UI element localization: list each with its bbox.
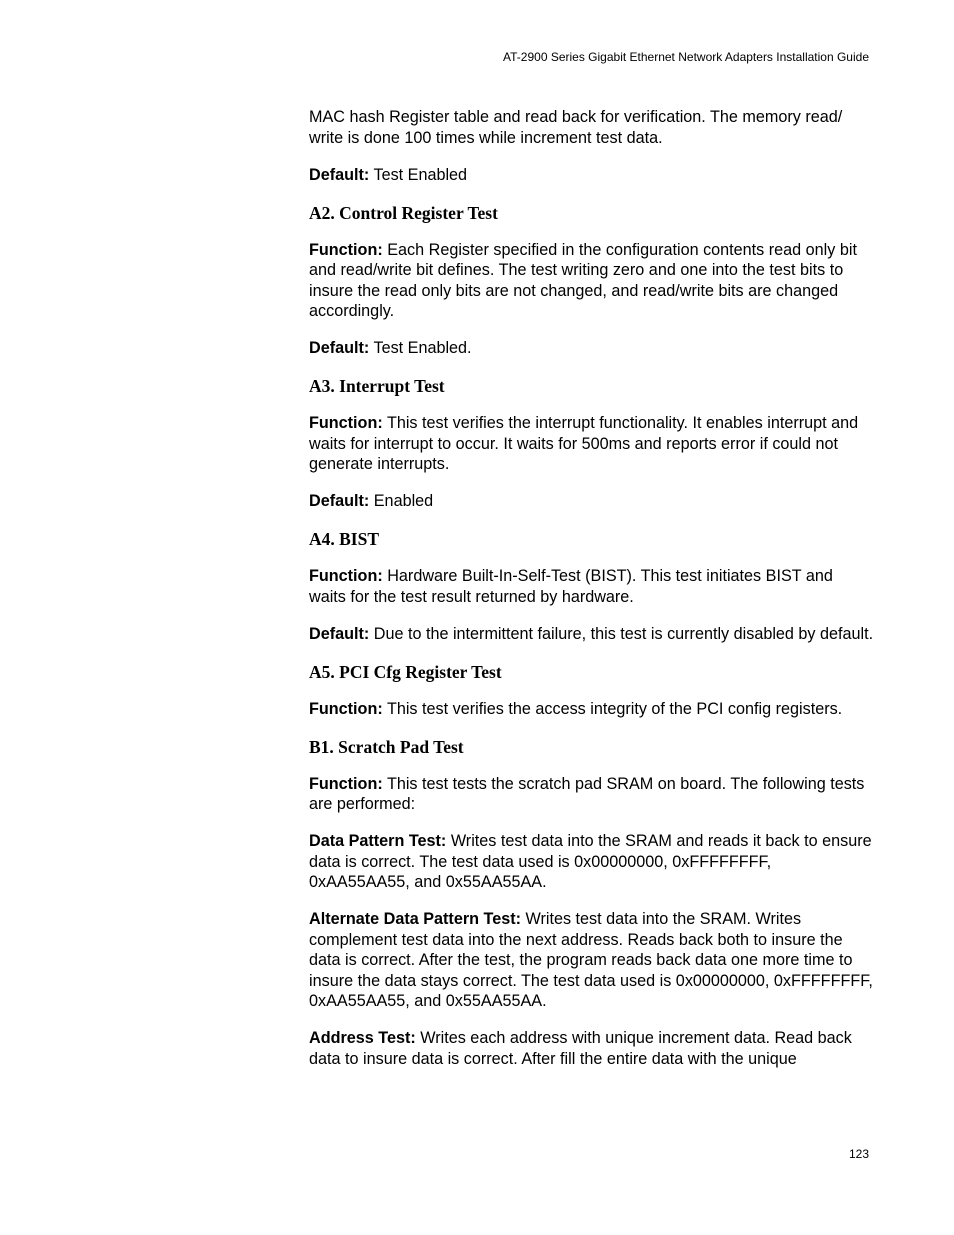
address-test-label: Address Test: bbox=[309, 1029, 416, 1047]
b1-function-paragraph bbox=[309, 774, 874, 815]
function-label: Function: bbox=[309, 774, 383, 793]
a2-default-paragraph bbox=[309, 338, 874, 359]
paragraph-text: Test Enabled bbox=[369, 165, 468, 184]
default-label: Default: bbox=[309, 165, 370, 184]
paragraph-text: Writes test data into the SRAM and reads it back to ensure data is correct. The test data used is 0x00000000, 0xFFFFFFFF, 0xAA55AA55, and 0x55AA55AA. bbox=[309, 832, 872, 891]
intro-paragraph bbox=[309, 107, 874, 148]
a1-default-paragraph bbox=[309, 165, 874, 186]
data-pattern-test-label: Data Pattern Test: bbox=[309, 832, 447, 850]
paragraph-text: Hardware Built-In-Self-Test (BIST). This test initiates BIST and waits for the test result returned by hardware. bbox=[309, 567, 833, 606]
paragraph-text: Each Register specified in the configuration contents read only bit and read/write bit defines. The test writing zero and one into the test bits to insure the read only bits are not changed, and read/write bits are changed accordingly. bbox=[309, 240, 857, 320]
paragraph-text: Enabled bbox=[369, 492, 434, 510]
default-label: Default: bbox=[309, 339, 370, 357]
a2-function-paragraph bbox=[309, 240, 874, 322]
function-label: Function: bbox=[309, 567, 383, 585]
section-heading-b1: B1. Scratch Pad Test bbox=[309, 736, 464, 757]
section-heading-a2: A2. Control Register Test bbox=[309, 202, 498, 223]
paragraph-text: MAC hash Register table and read back for verification. The memory read/ write is done 100 times while increment test data. bbox=[309, 108, 843, 147]
paragraph-text: Writes test data into the SRAM. Writes complement test data into the next address. Reads back both to insure the data is correct. After the test, the program reads back data one more time to insure the data stays correct. The test data used is 0x00000000, 0xFFFFFFFF, 0xAA55AA55, and 0x55AA55AA. bbox=[309, 910, 873, 1010]
paragraph-text: Writes each address with unique increment data. Read back data to insure data is correct. After fill the entire data with the unique bbox=[309, 1029, 852, 1068]
section-heading-a5: A5. PCI Cfg Register Test bbox=[309, 661, 502, 682]
function-label: Function: bbox=[309, 240, 383, 259]
address-test-paragraph bbox=[309, 1028, 874, 1069]
a5-function-paragraph bbox=[309, 699, 874, 720]
a3-function-paragraph bbox=[309, 413, 874, 475]
alternate-data-pattern-test-label: Alternate Data Pattern Test: bbox=[309, 910, 521, 928]
data-pattern-test-paragraph bbox=[309, 831, 874, 893]
alternate-data-pattern-test-paragraph bbox=[309, 909, 874, 1012]
paragraph-text: This test tests the scratch pad SRAM on board. The following tests are performed: bbox=[309, 774, 865, 813]
paragraph-text: This test verifies the access integrity of the PCI config registers. bbox=[382, 699, 843, 718]
a3-default-paragraph bbox=[309, 491, 874, 512]
section-heading-a3: A3. Interrupt Test bbox=[309, 376, 445, 396]
paragraph-text: This test verifies the interrupt functionality. It enables interrupt and waits for interrupt to occur. It waits for 500ms and reports error if could not generate interrupts. bbox=[309, 414, 859, 473]
paragraph-text: Due to the intermittent failure, this test is currently disabled by default. bbox=[369, 624, 874, 643]
section-heading-a4: A4. BIST bbox=[309, 529, 380, 549]
default-label: Default: bbox=[309, 492, 370, 510]
a4-default-paragraph bbox=[309, 624, 874, 645]
document-body bbox=[309, 107, 874, 1086]
function-label: Function: bbox=[309, 699, 383, 718]
default-label: Default: bbox=[309, 624, 370, 643]
running-header: AT-2900 Series Gigabit Ethernet Network Adapters Installation Guide bbox=[503, 50, 869, 64]
function-label: Function: bbox=[309, 414, 383, 432]
a4-function-paragraph bbox=[309, 566, 874, 607]
page-number: 123 bbox=[848, 1147, 869, 1161]
paragraph-text: Test Enabled. bbox=[369, 339, 472, 357]
